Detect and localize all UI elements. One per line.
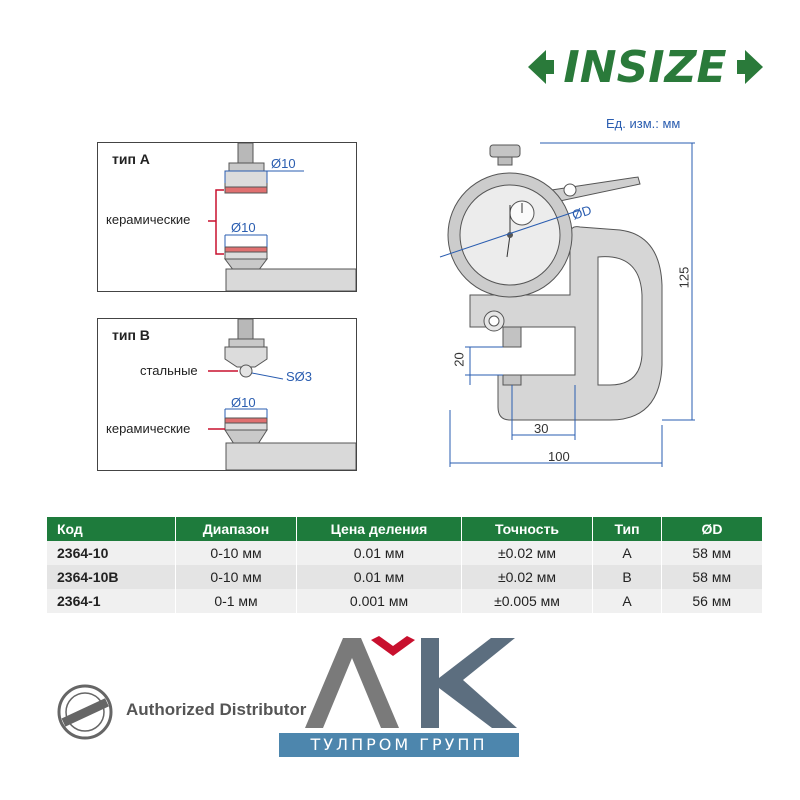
throat-dimension: 30 (534, 421, 549, 436)
cell-range: 0-10 мм (176, 565, 297, 589)
table-row (47, 589, 762, 613)
type-a-bottom-diameter: Ø10 (231, 220, 256, 235)
table-header-row (47, 517, 762, 541)
type-b-title: тип В (112, 327, 150, 343)
header-diameter: ØD (662, 517, 763, 541)
cell-code: 2364-10 (47, 541, 176, 565)
header-range: Диапазон (176, 517, 297, 541)
cell-type: A (593, 541, 662, 565)
table-row (47, 541, 762, 565)
type-b-bottom-diameter: Ø10 (231, 395, 256, 410)
cell-diameter: 58 мм (662, 565, 763, 589)
company-name: ТУЛПРОМ ГРУПП (279, 733, 519, 757)
type-b-upper-material-label: стальные (140, 363, 198, 378)
cell-range: 0-10 мм (176, 541, 297, 565)
width-dimension: 100 (548, 449, 570, 464)
dial-diameter-label: ØD (570, 202, 594, 223)
cell-division: 0.01 мм (297, 541, 462, 565)
type-a-material-label: керамические (106, 212, 191, 227)
units-label: Ед. изм.: мм (606, 116, 681, 131)
depth-dimension: 20 (451, 352, 467, 367)
cell-diameter: 56 мм (662, 589, 763, 613)
type-a-top-diameter: Ø10 (271, 156, 296, 171)
header-type: Тип (593, 517, 662, 541)
cell-diameter: 58 мм (662, 541, 763, 565)
cell-accuracy: ±0.005 мм (462, 589, 593, 613)
cell-accuracy: ±0.02 мм (462, 565, 593, 589)
height-dimension: 125 (676, 266, 692, 289)
spec-table (47, 517, 763, 613)
table-row (47, 565, 762, 589)
cell-range: 0-1 мм (176, 589, 297, 613)
header-accuracy: Точность (462, 517, 593, 541)
header-division: Цена деления (297, 517, 462, 541)
type-a-title: тип А (112, 151, 150, 167)
header-code: Код (47, 517, 176, 541)
cell-division: 0.01 мм (297, 565, 462, 589)
distributor-text: Authorized Distributor (126, 700, 307, 719)
insize-logo (528, 38, 763, 101)
cell-code: 2364-1 (47, 589, 176, 613)
type-b-lower-material-label: керамические (106, 421, 191, 436)
cell-division: 0.001 мм (297, 589, 462, 613)
cell-code: 2364-10B (47, 565, 176, 589)
type-b-diagram (98, 319, 356, 470)
cell-type: A (593, 589, 662, 613)
distributor-seal-icon (55, 682, 115, 742)
type-b-panel (97, 318, 357, 471)
type-b-sphere-label: SØ3 (286, 369, 313, 384)
insize-logo-text: INSIZE (563, 42, 727, 93)
type-a-panel (97, 142, 357, 292)
gauge-drawing (430, 135, 700, 475)
cell-accuracy: ±0.02 мм (462, 541, 593, 565)
cell-type: B (593, 565, 662, 589)
amk-logo (295, 628, 520, 733)
